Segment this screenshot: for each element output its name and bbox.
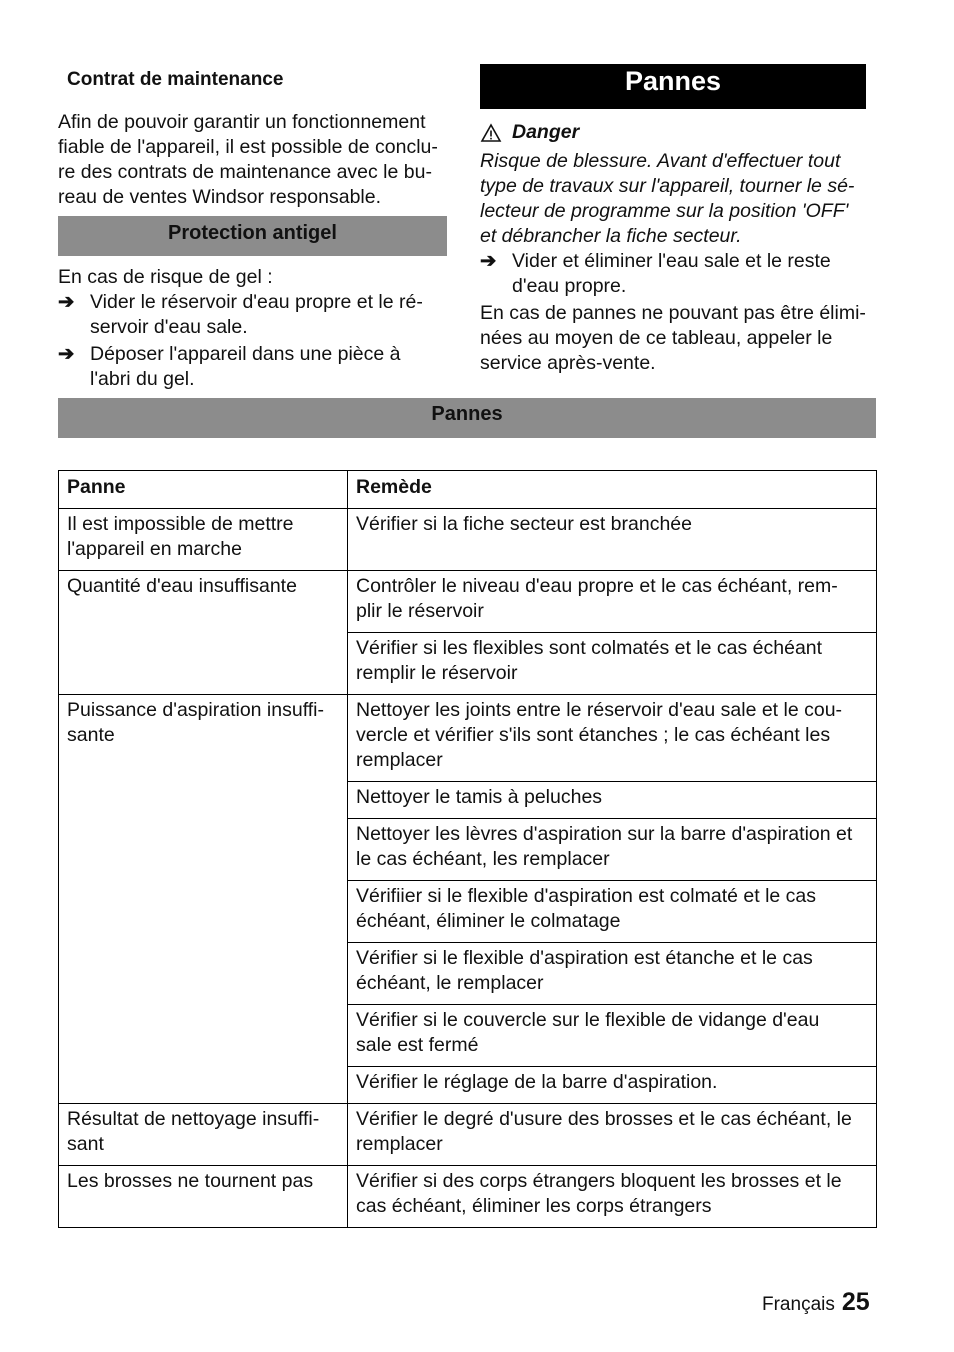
antigel-step-text: Déposer l'appareil dans une pièce à l'abri du gel.: [90, 343, 401, 390]
remede-cell: Nettoyer les lèvres d'aspiration sur la barre d'aspiration et le cas échéant, les remplacer: [348, 819, 877, 881]
remede-cell: Vérifiier si le flexible d'aspiration est colmaté et le cas échéant, éliminer le colmatage: [348, 881, 877, 943]
antigel-title: Protection antigel: [168, 222, 337, 244]
panne-cell: Il est impossible de mettre l'appareil en marche: [59, 509, 348, 571]
table-header-row: [59, 471, 877, 509]
antigel-step-2: [58, 342, 448, 392]
pannes-note: En cas de pannes ne pouvant pas être élimi- nées au moyen de ce tableau, appeler le service après-vente.: [480, 302, 866, 374]
panne-cell: Les brosses ne tournent pas: [59, 1166, 348, 1228]
panne-cell: Quantité d'eau insuffisante: [59, 571, 348, 695]
remede-cell: Vérifier si le flexible d'aspiration est étanche et le cas échéant, le remplacer: [348, 943, 877, 1005]
maintenance-title: Contrat de maintenance: [67, 69, 284, 90]
header-panne: Panne: [59, 471, 348, 509]
remede-cell: Vérifier si les flexibles sont colmatés et le cas échéant remplir le réservoir: [348, 633, 877, 695]
panne-cell: Résultat de nettoyage insuffi- sant: [59, 1104, 348, 1166]
remede-cell: Vérifier si le couvercle sur le flexible de vidange d'eau sale est fermé: [348, 1005, 877, 1067]
arrow-right-icon: ➔: [58, 343, 75, 365]
pannes-step-text: Vider et éliminer l'eau sale et le reste d'eau propre.: [512, 250, 831, 297]
remede-cell: Nettoyer le tamis à peluches: [348, 782, 877, 819]
pannes-step: [480, 249, 880, 299]
table-section-heading: [58, 398, 876, 438]
pannes-title-bar: [480, 64, 866, 109]
panne-cell: Puissance d'aspiration insuffi- sante: [59, 695, 348, 1104]
arrow-right-icon: ➔: [480, 250, 497, 272]
table-row: [59, 509, 877, 571]
antigel-heading: [58, 216, 447, 256]
danger-label: Danger: [512, 121, 580, 143]
pannes-title: Pannes: [624, 66, 722, 96]
remede-cell: Nettoyer les joints entre le réservoir d'eau sale et le cou- vercle et vérifier s'ils sont étanches ; le cas échéant les remplacer: [348, 695, 877, 782]
table-row: [59, 695, 877, 782]
header-remede: Remède: [348, 471, 877, 509]
fault-table: [58, 470, 877, 1228]
antigel-step-text: Vider le réservoir d'eau propre et le ré- servoir d'eau sale.: [90, 291, 423, 338]
danger-text: Risque de blessure. Avant d'effectuer tout type de travaux sur l'appareil, tourner le sé- lecteur de programme sur la position 'OFF' et débrancher la fiche secteur.: [480, 150, 855, 247]
arrow-right-icon: ➔: [58, 291, 75, 313]
footer-language: Français: [762, 1294, 835, 1315]
danger-heading: [480, 120, 579, 145]
table-row: [59, 1104, 877, 1166]
table-row: [59, 571, 877, 633]
antigel-step-1: [58, 290, 448, 340]
page-footer: [762, 1290, 870, 1317]
table-section-title: Pannes: [431, 403, 503, 425]
remede-cell: Contrôler le niveau d'eau propre et le cas échéant, rem- plir le réservoir: [348, 571, 877, 633]
maintenance-text: Afin de pouvoir garantir un fonctionnement fiable de l'appareil, il est possible de conclu- re des contrats de maintenance avec le bu- reau de ventes Windsor responsable.: [58, 111, 438, 208]
table-row: [59, 1166, 877, 1228]
remede-cell: Vérifier si des corps étrangers bloquent les brosses et le cas échéant, éliminer les corps étrangers: [348, 1166, 877, 1228]
remede-cell: Vérifier le réglage de la barre d'aspiration.: [348, 1067, 877, 1104]
warning-triangle-icon: [480, 123, 502, 143]
remede-cell: Vérifier le degré d'usure des brosses et le cas échéant, le remplacer: [348, 1104, 877, 1166]
page-number: 25: [841, 1288, 870, 1316]
remede-cell: Vérifier si la fiche secteur est branchée: [348, 509, 877, 571]
table-body: [59, 509, 877, 1228]
antigel-intro: En cas de risque de gel :: [58, 266, 273, 288]
